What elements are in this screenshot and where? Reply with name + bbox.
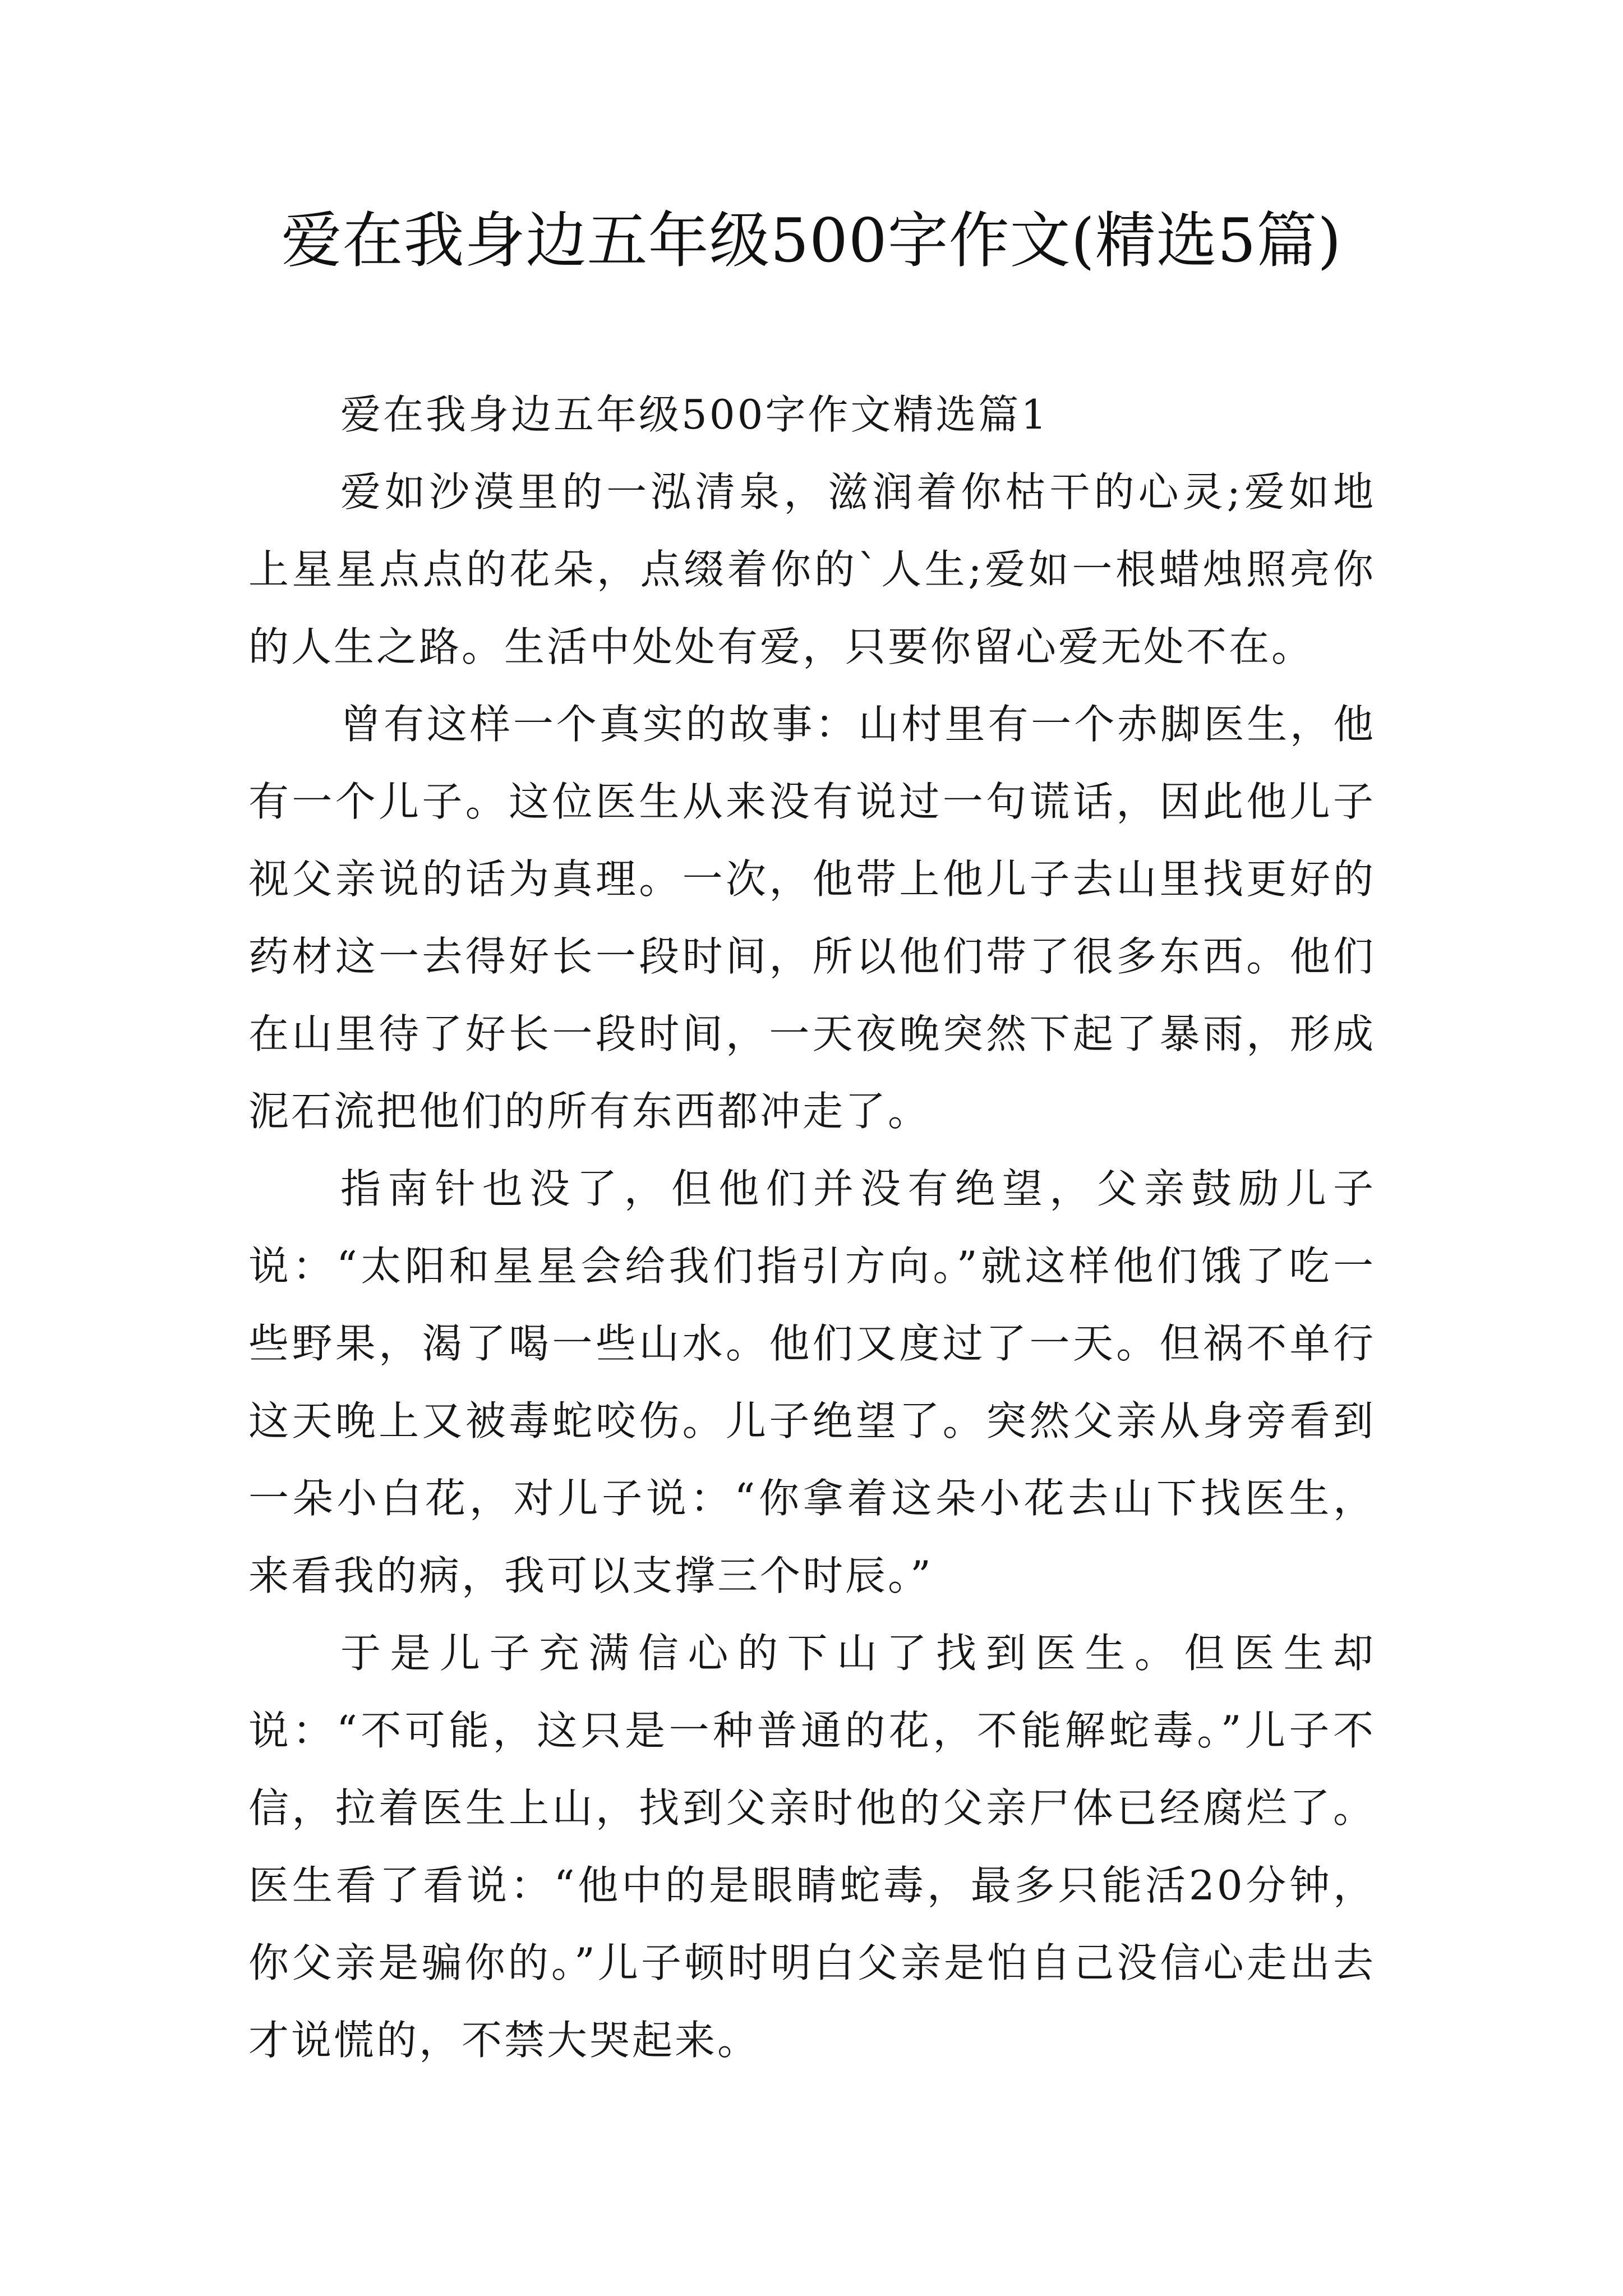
paragraph: 爱如沙漠里的一泓清泉，滋润着你枯干的心灵;爱如地上星星点点的花朵，点缀着你的`人生;爱如一根蜡烛照亮你的人生之路。生活中处处有爱，只要你留心爱无处不在。 <box>248 468 1376 670</box>
section-heading: 爱在我身边五年级500字作文精选篇1 <box>340 391 1049 438</box>
document-title: 爱在我身边五年级500字作文(精选5篇) <box>281 206 1342 276</box>
paragraph: 指南针也没了，但他们并没有绝望，父亲鼓励儿子说：“太阳和星星会给我们指引方向。”就这样他们饿了吃一些野果，渴了喝一些山水。他们又度过了一天。但祸不单行这天晚上又被毒蛇咬伤。儿子绝望了。突然父亲从身旁看到一朵小白花，对儿子说：“你拿着这朵小花去山下找医生，来看我的病，我可以支撑三个时辰。” <box>248 1165 1376 1599</box>
paragraph: 曾有这样一个真实的故事：山村里有一个赤脚医生，他有一个儿子。这位医生从来没有说过一句谎话，因此他儿子视父亲说的话为真理。一次，他带上他儿子去山里找更好的药材这一去得好长一段时间，所以他们带了很多东西。他们在山里待了好长一段时间，一天夜晚突然下起了暴雨，形成泥石流把他们的所有东西都冲走了。 <box>248 701 1376 1135</box>
document-body <box>248 376 1376 2079</box>
paragraph: 于是儿子充满信心的下山了找到医生。但医生却说：“不可能，这只是一种普通的花，不能解蛇毒。”儿子不信，拉着医生上山，找到父亲时他的父亲尸体已经腐烂了。医生看了看说：“他中的是眼睛蛇毒，最多只能活20分钟，你父亲是骗你的。”儿子顿时明白父亲是怕自己没信心走出去才说慌的，不禁大哭起来。 <box>248 1630 1376 2064</box>
